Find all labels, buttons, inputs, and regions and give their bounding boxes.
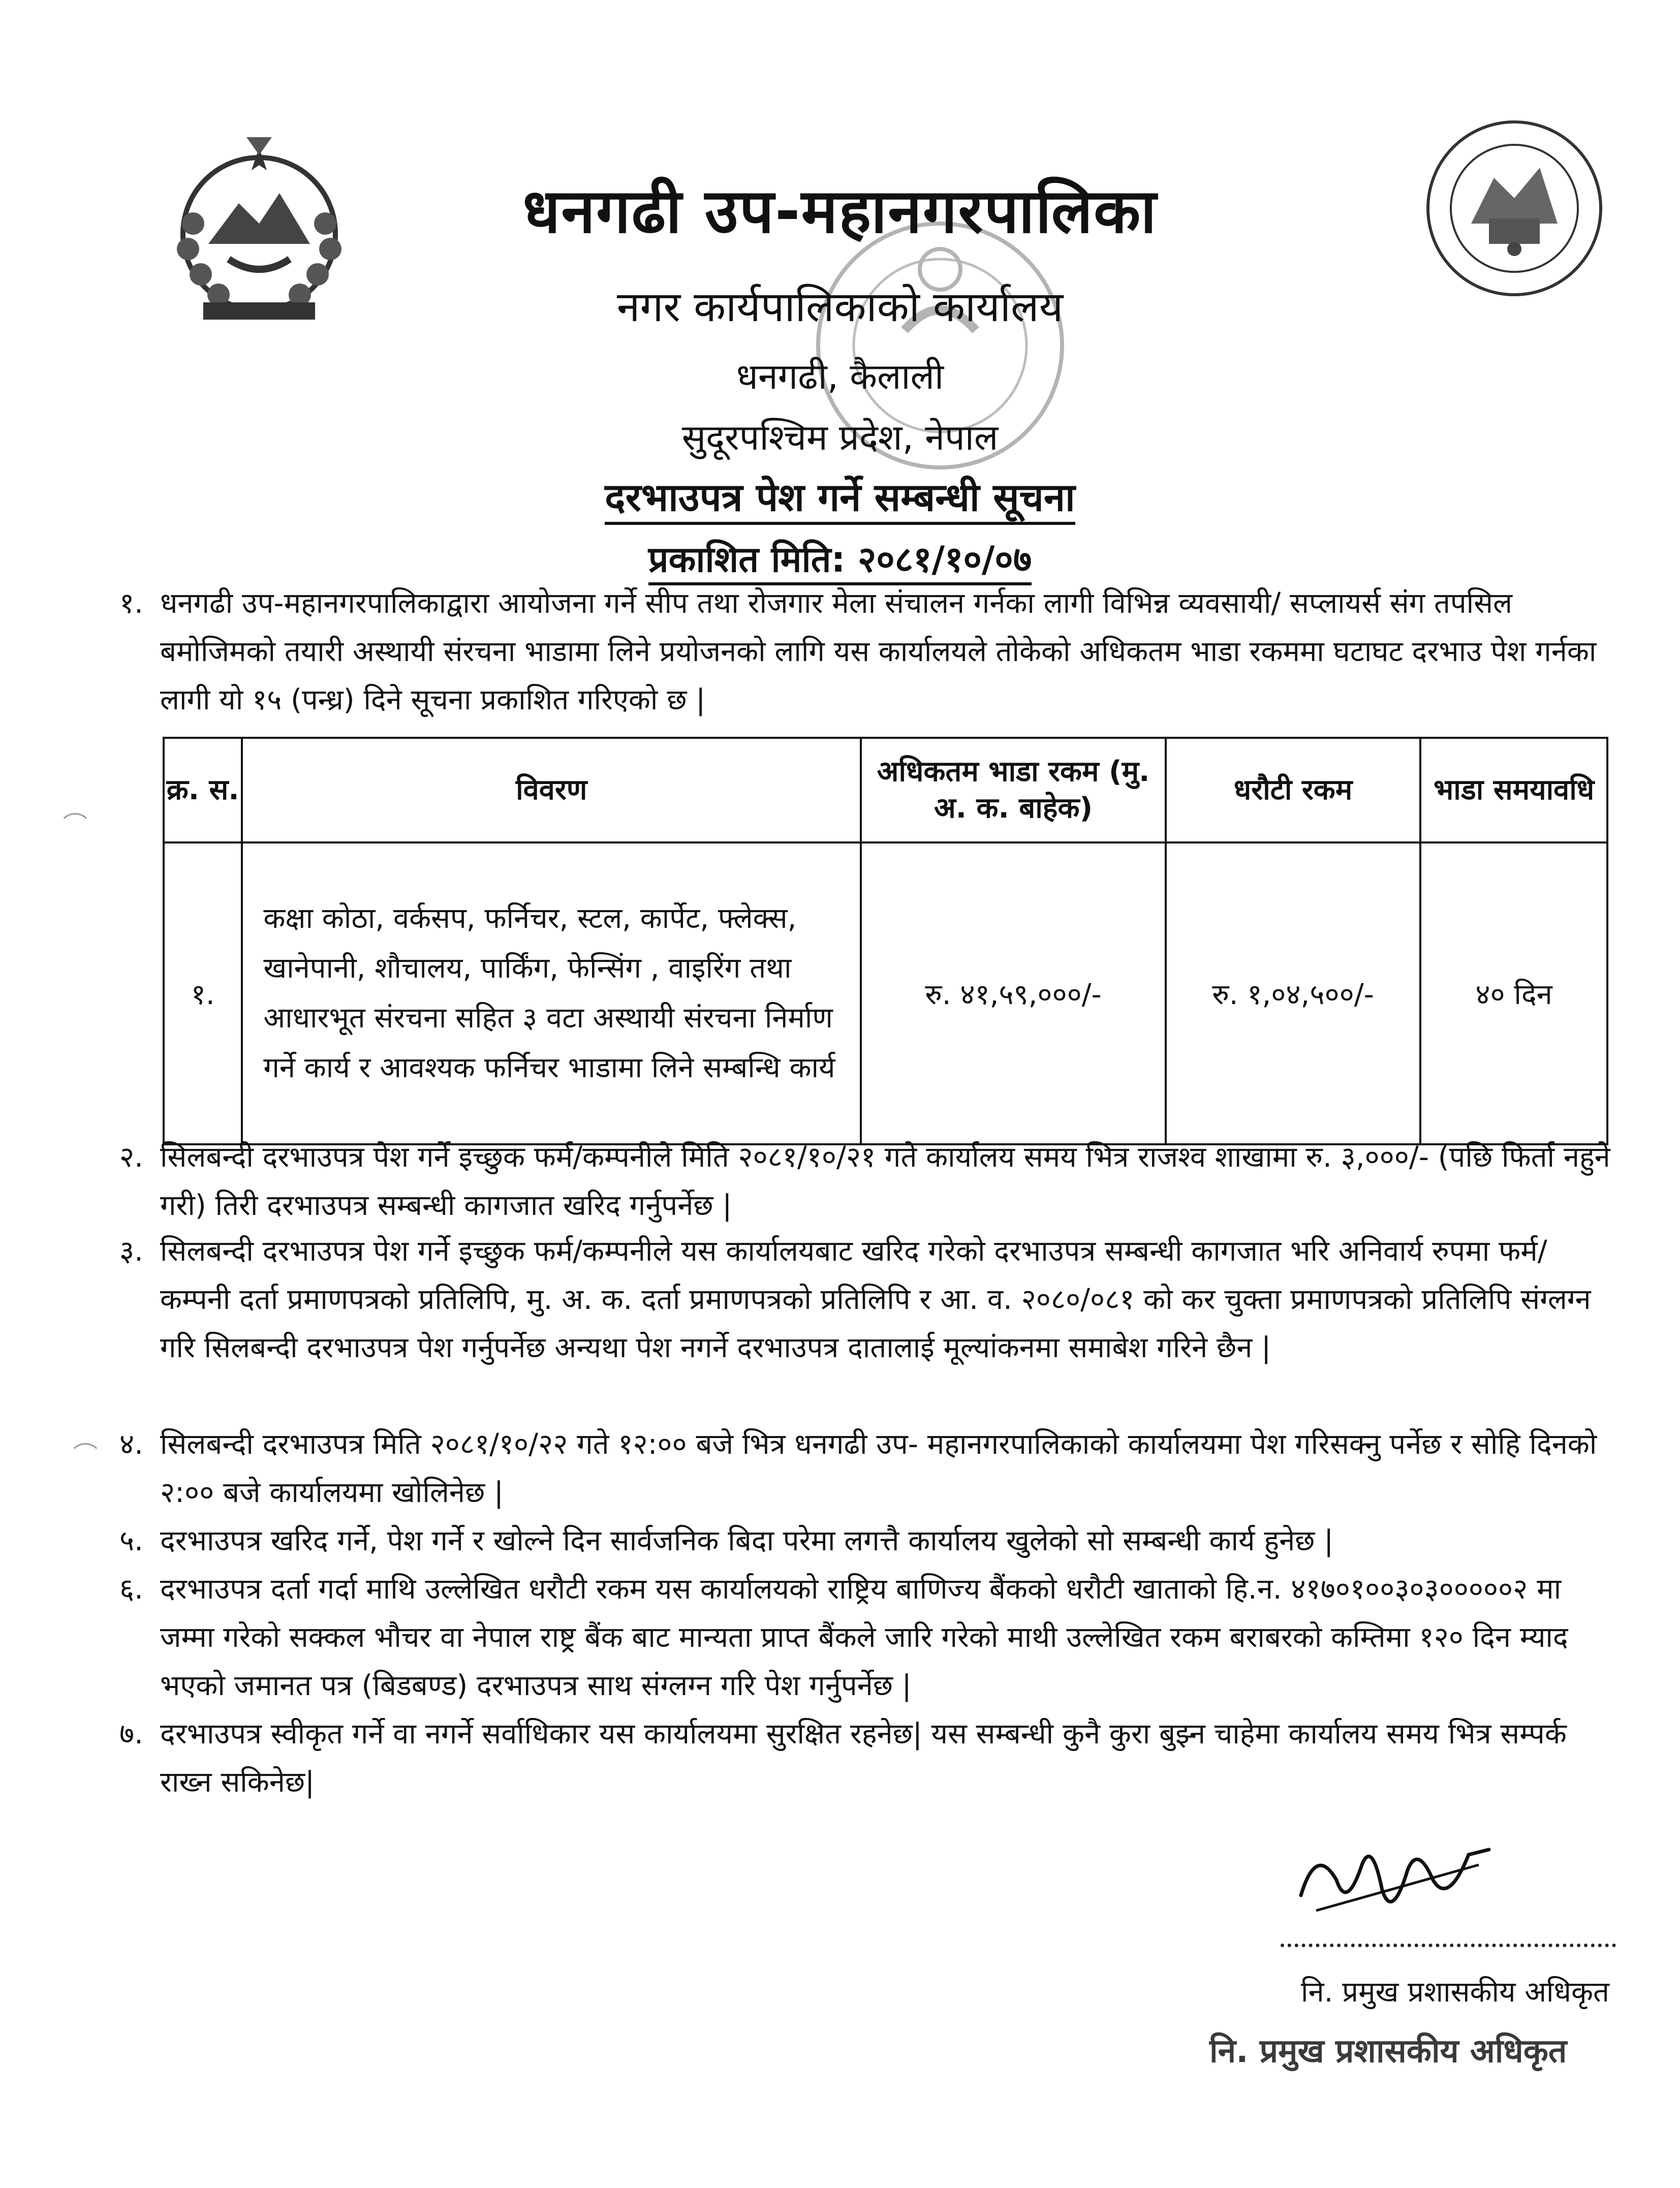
notice-title-text: दरभाउपत्र पेश गर्ने सम्बन्धी सूचना [605,475,1075,525]
publish-date [0,534,1680,582]
notice-title [0,470,1680,522]
punch-mark [69,1443,102,1477]
header-sn: क्र. स. [164,738,242,842]
cell-deposit: रु. १,०४,५००/- [1166,842,1420,1144]
office-name: नगर कार्यपालिकाको कार्यालय [616,283,1064,331]
paragraph-text: सिलबन्दी दरभाउपत्र पेश गर्ने इच्छुक फर्म/कम्पनीले यस कार्यालयबाट खरिद गरेको दरभाउपत्र सम्बन्धी कागजात भरि अनिवार्य रुपमा फर्म/ कम्पनी दर्ता प्रमाणपत्रको प्रतिलिपि, मु. अ. क. दर्ता प्रमाणपत्रको प्रतिलिपि र आ. व. २०८०/०८१ को कर चुक्ता प्रमाणपत्रको प्रतिलिपि संग्लग्न गरि सिलबन्दी दरभाउपत्र पेश गर्नुपर्नेछ अन्यथा पेश नगर्ने दरभाउपत्र दातालाई मूल्यांकनमा समाबेश गरिने छैन | [160,1235,1591,1364]
cell-description: कक्षा कोठा, वर्कसप, फर्निचर, स्टल, कार्पेट, फ्लेक्स, खानेपानी, शौचालय, पार्किंग, फेन्सिंग , वाइरिंग तथा आधारभूत संरचना सहित ३ वटा अस्थायी संरचना निर्माण गर्ने कार्य र आवश्यक फर्निचर भाडामा लिने सम्बन्धि कार्य [242,842,861,1144]
table-row [164,842,1607,1144]
paragraph-6 [119,1565,1624,1710]
paragraph-text: सिलबन्दी दरभाउपत्र पेश गर्ने इच्छुक फर्म/कम्पनीले मिति २०८१/१०/२१ गते कार्यालय समय भित्र राजश्व शाखामा रु. ३,०००/- (पछि फिर्ता नहुने गरी) तिरी दरभाउपत्र सम्बन्धी कागजात खरिद गर्नुपर्नेछ | [160,1141,1610,1222]
paragraph-1 [119,579,1624,724]
paragraph-text: दरभाउपत्र खरिद गर्ने, पेश गर्ने र खोल्ने दिन सार्वजनिक बिदा परेमा लगत्तै कार्यालय खुलेको सो सम्बन्धी कार्य हुनेछ | [160,1524,1334,1557]
paragraph-number: ७. [119,1717,143,1751]
paragraph-2 [119,1133,1624,1230]
paragraph-4 [119,1420,1624,1517]
designation-stamp: नि. प्रमुख प्रशासकीय अधिकृत [1209,2033,1567,2070]
cell-sn: १. [164,842,242,1144]
paragraph-text: सिलबन्दी दरभाउपत्र मिति २०८१/१०/२२ गते १२:०० बजे भित्र धनगढी उप- महानगरपालिकाको कार्यालयमा पेश गरिसक्नु पर्नेछ र सोहि दिनको २:०० बजे कार्यालयमा खोलिनेछ | [160,1428,1597,1509]
paragraph-number: २. [119,1141,143,1174]
paragraph-number: ६. [119,1573,143,1606]
table-header-row [164,738,1607,842]
punch-mark [58,813,92,847]
cell-max-rent: रु. ४१,५९,०००/- [861,842,1166,1144]
office-location: धनगढी, कैलाली [736,356,944,397]
header-deposit: धरौटी रकम [1166,738,1420,842]
signature-line [1281,1944,1616,1947]
paragraph-number: ३. [119,1235,143,1268]
publish-date-text: प्रकाशित मिति: २०८१/१०/०७ [648,539,1032,585]
paragraph-7 [119,1710,1624,1806]
paragraph-3 [119,1227,1624,1372]
cell-period: ४० दिन [1420,842,1607,1144]
tender-table [163,737,1608,1145]
office-province: सुदूरपश्चिम प्रदेश, नेपाल [681,417,999,458]
header-description: विवरण [242,738,861,842]
paragraph-text: दरभाउपत्र दर्ता गर्दा माथि उल्लेखित धरौटी रकम यस कार्यालयको राष्ट्रिय बाणिज्य बैंकको धरौटी खाताको हि.न. ४१७०१००३०३०००००२ मा जम्मा गरेको सक्कल भौचर वा नेपाल राष्ट्र बैंक बाट मान्यता प्राप्त बैंकले जारि गरेको माथी उल्लेखित रकम बराबरको कम्तिमा १२० दिन म्याद भएको जमानत पत्र (बिडबण्ड) दरभाउपत्र साथ संग्लग्न गरि पेश गर्नुपर्नेछ | [160,1573,1568,1702]
header-max-rent: अधिकतम भाडा रकम (मु. अ. क. बाहेक) [861,738,1166,842]
paragraph-number: १. [119,587,143,620]
paragraph-number: ५. [119,1524,143,1557]
org-title: धनगढी उप-महानगरपालिका [522,176,1158,247]
signature-icon [1286,1834,1499,1931]
paragraph-text: धनगढी उप-महानगरपालिकाद्वारा आयोजना गर्ने सीप तथा रोजगार मेला संचालन गर्नका लागी विभिन्न व्यवसायी/ सप्लायर्स संग तपसिल बमोजिमको तयारी अस्थायी संरचना भाडामा लिने प्रयोजनको लागि यस कार्यालयले तोकेको अधिकतम भाडा रकममा घटाघट दरभाउ पेश गर्नका लागी यो १५ (पन्ध्र) दिने सूचना प्रकाशित गरिएको छ | [160,587,1597,716]
paragraph-number: ४. [119,1428,143,1461]
header-period: भाडा समयावधि [1420,738,1607,842]
paragraph-5 [119,1517,1624,1565]
paragraph-text: दरभाउपत्र स्वीकृत गर्ने वा नगर्ने सर्वाधिकार यस कार्यालयमा सुरक्षित रहनेछ| यस सम्बन्धी कुनै कुरा बुझ्न चाहेमा कार्यालय समय भित्र सम्पर्क राख्न सकिनेछ| [160,1717,1567,1799]
signatory-designation: नि. प्रमुख प्रशासकीय अधिकृत [1301,1976,1609,2009]
